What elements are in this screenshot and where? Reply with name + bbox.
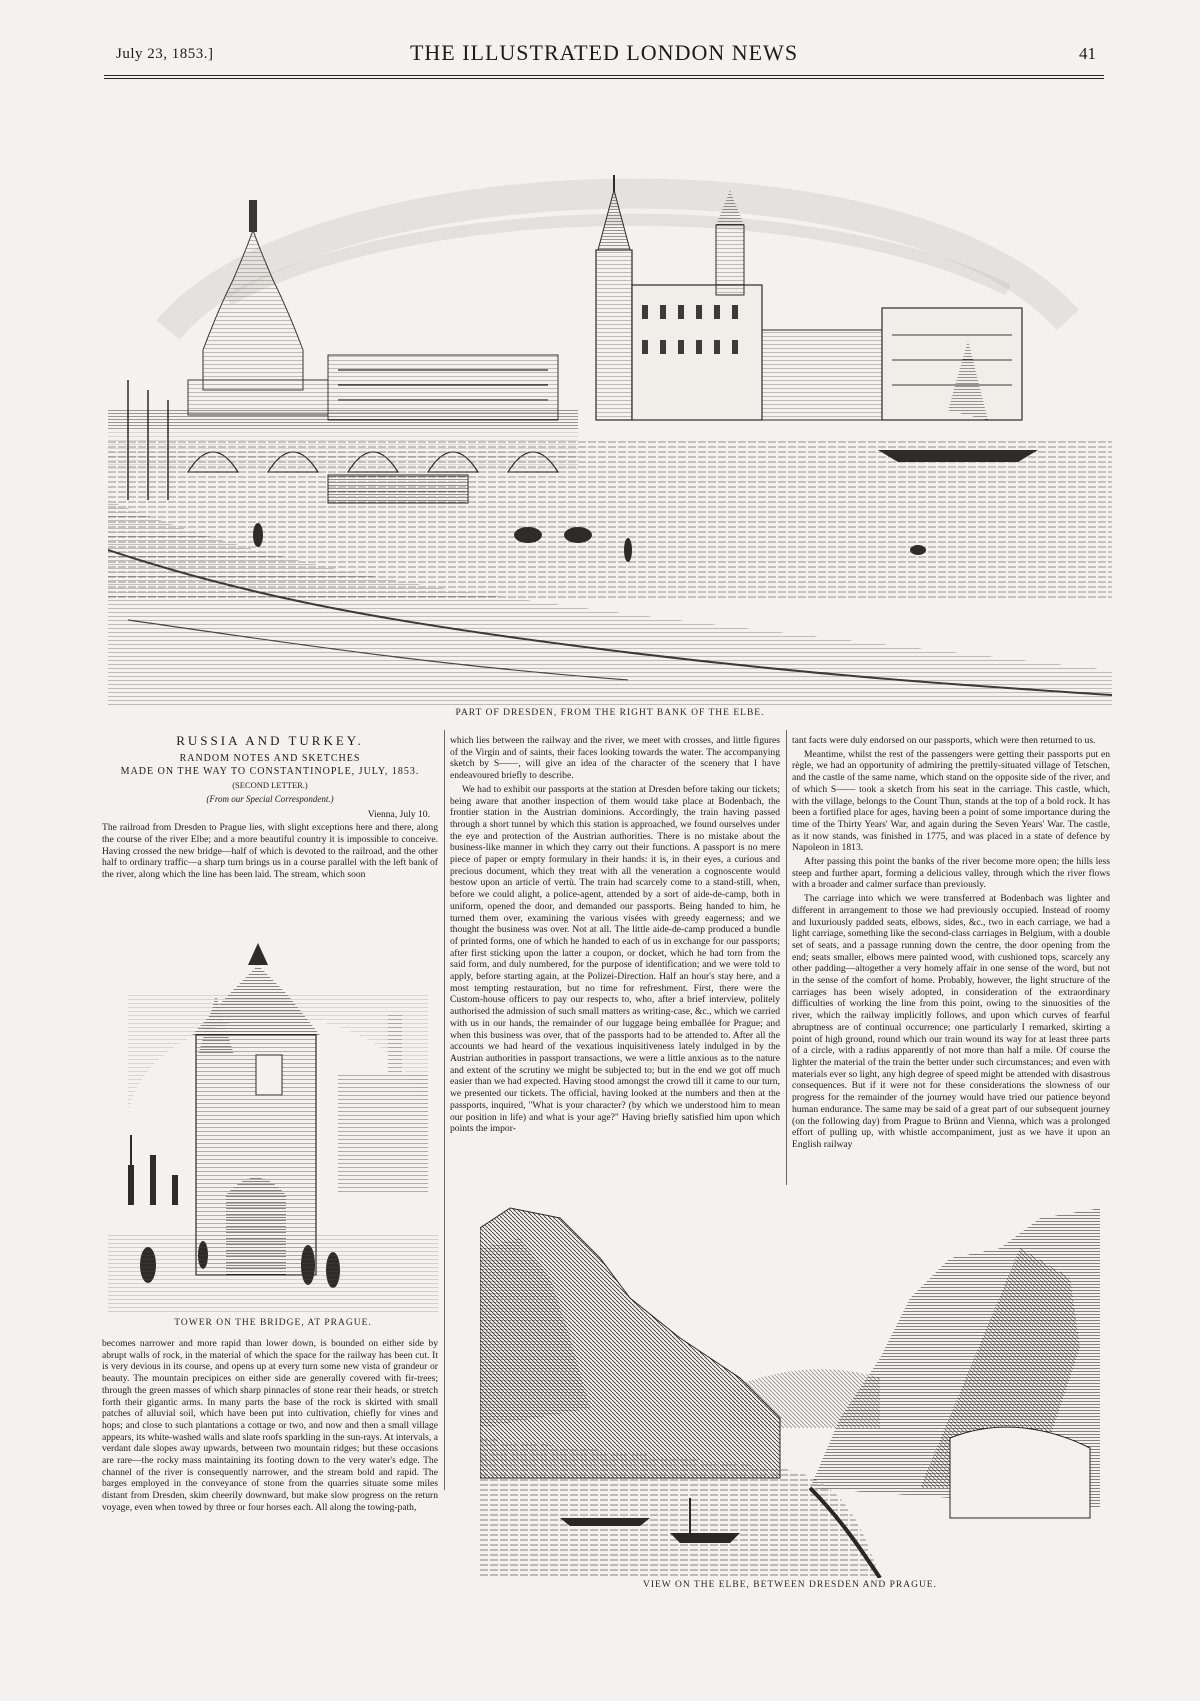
paragraph: The railroad from Dresden to Prague lies, with slight exceptions here and there, along the course of the river Elbe; and a more beautiful country it is impossible to conceive. Having crossed the new bridge—half of which is devoted to the railroad, and the other half to ordinary traffic—a sharp turn brings us in a course parallel with the left bank of the river, along which the line has been laid. The stream, which soon — [102, 822, 438, 881]
prague-tower-engraving — [108, 935, 438, 1315]
paragraph: The carriage into which we were transferred at Bodenbach was lighter and different in arrangement to those we had previously occupied. Instead of roomy and luxuriously padded seats, elbows, sides, &c., two in each carriage, we had a light carriage, something like the second-class carriages in Belgium, with a double set of seats, and a passage running down the centre, the door opening from the end; seats smaller, elbows mere painted wood, with cushioned tops, scarcely any other padding—altogether a very homely affair in one sense of the word, but not in the sense of the comfort of home. Probably, however, the light structure of the carriages has been wisely adopted, in consideration of the extraordinary difficulties of working the line from this point, owing to the sinuosities of the river, which the railway implicitly follows, and upon which curves of fearful abruptness are of continual occurrence; one particularly I remarked, skirting a point of high ground, round which our train wound its way for at least three parts of a circle, with a radius apparently of not more than half a mile. Of course the lighter the material of the train the better under such circumstances; and even with materials ever so light, any high degree of speed might be attended with disastrous consequences. But if it were not for these considerations the slowness of our progress for the remainder of the journey would have tried our patience beyond human endurance. The same may be said of a great part of our subsequent journey (on the following day) from Prague to Brünn and Vienna, which was a prolonged effort of pulling up, with whistle accompaniment, just as we have it upon an English railway — [792, 893, 1110, 1150]
dresden-engraving — [108, 80, 1112, 706]
prague-caption: TOWER ON THE BRIDGE, AT PRAGUE. — [174, 1318, 372, 1328]
page-number: 41 — [1079, 44, 1096, 63]
article-column-1-bottom — [102, 1338, 438, 1516]
article-dateline: Vienna, July 10. — [367, 808, 430, 820]
article-subhead-3: (SECOND LETTER.) — [232, 780, 308, 791]
column-rule — [444, 730, 445, 1490]
elbe-caption: VIEW ON THE ELBE, BETWEEN DRESDEN AND PRAGUE. — [642, 1580, 937, 1590]
paragraph: After passing this point the banks of the river become more open; the hills less steep and further apart, forming a delicious valley, through which the river flows with a broader and calmer surface than previously. — [792, 856, 1110, 891]
paragraph: becomes narrower and more rapid than lower down, is bounded on either side by abrupt walls of rock, in the material of which the space for the railway has been cut. It is very devious in its course, and opens up at every turn some new vista of grandeur or beauty. The mountain precipices on either side are generally covered with fir-trees; through the green masses of which sharp pinnacles of stone rear their heads, or stretch forth their gigantic arms. In many parts the base of the rock is skirted with small patches of alluvial soil, which have been put into cultivation, chiefly for vines and hops; and close to such plantations a cottage or two, and now and then a small village appears, its white-washed walls and slate roofs sparkling in the sun-rays. At intervals, a verdant dale slopes away upwards, between two mountain ridges; but these occasions are rare—the rocky mass maintaining its footing down to the very water's edge. The channel of the river is consequently narrower, and the stream bold and rapid. The barges employed in the conveyance of stone from the quarries situate some miles distant from Dresden, skim cheerily downward, but make slow progress on the return voyage, even when towed by three or four horses each. All along the towing-path, — [102, 1338, 438, 1513]
paragraph: tant facts were duly endorsed on our passports, which were then returned to us. — [792, 735, 1096, 746]
masthead-rule — [104, 75, 1104, 76]
dresden-caption: PART OF DRESDEN, FROM THE RIGHT BANK OF THE ELBE. — [455, 708, 765, 718]
article-column-3 — [792, 735, 1110, 1153]
article-byline: (From our Special Correspondent.) — [206, 793, 334, 804]
masthead-rule-double — [104, 78, 1104, 79]
article-subhead-1: RANDOM NOTES AND SKETCHES — [179, 752, 361, 764]
article-headline: RUSSIA AND TURKEY. — [176, 733, 364, 748]
issue-date: July 23, 1853.] — [116, 46, 214, 62]
paragraph: which lies between the railway and the river, we meet with crosses, and little figures of the Virgin and of saints, their faces looking towards the water. The accompanying sketch by S——, will give an idea of the character of the scenery that I have endeavoured briefly to describe. — [450, 735, 780, 782]
article-column-2 — [450, 735, 780, 1137]
masthead — [104, 34, 1104, 74]
newspaper-title: THE ILLUSTRATED LONDON NEWS — [409, 40, 799, 65]
article-subhead-2: MADE ON THE WAY TO CONSTANTINOPLE, JULY, 1853. — [120, 766, 420, 778]
article-column-1-top — [102, 735, 438, 883]
paragraph: Meantime, whilst the rest of the passengers were getting their passports put en règle, we had an opportunity of admiring the prettily-situated village of Tetschen, and the castle of the same name, which stand on the opposite side of the river, and of which S—— took a sketch from his seat in the carriage. This castle, which, with the village, belongs to the Count Thun, stands at the top of a bold rock. It has been a fortified place for ages, having been a point of some importance during the time of the Thirty Years' War, and again during the Seven Years' War. The castle, as it now stands, was finished in 1775, and was placed in a state of defence by Napoleon in 1813. — [792, 748, 1110, 854]
elbe-gorge-engraving — [480, 1188, 1100, 1578]
column-rule — [786, 730, 787, 1185]
paragraph: We had to exhibit our passports at the station at Dresden before taking our tickets; being aware that another inspection of them would take place at Bodenbach, the frontier station in the Austrian dominions. Accordingly, the train having passed through a short tunnel by which this station is approached, we found ourselves under the eye and protection of the Austrian authorities. There is no mistake about the business-like manner in which they carry out their functions. A passport is no mere piece of paper or empty formulary in their hands: it is, in their eyes, a curious and precious document, which they treat with all the veneration a cognoscente would bestow upon an article of vertù. The train had scarcely come to a stand-still, when, before we could alight, a police-agent, attended by a sort of aide-de-camp, both in uniform, opened the door, and demanded our passports. Being handed to him, he turned them over, examining the various visées with greedy eagerness; and we thought the business was over. Not at all. The little aide-de-camp produced a bundle of printed forms, one of which he handed to each of us in exchange for our passports; after first sticking upon the latter a coupon, or docket, which he had torn from the said form, and duly numbered, for the purpose of identification; and we were told to apply, before starting again, at the Polizei-Direction. Half an hour's stay here, and a most tempting restauration, but no time for refreshment. First, there were the Custom-house officers to pay our respects to, who, after a brief interview, politely authorised the admission of such small matters as writing-case, &c., which we carried with us in our hands, the remainder of our luggage being emballée for Prague; and when this business was over, that of the passports had to be attended to. After all the accounts we had heard of the vexatious inquisitiveness lately indulged in by the Austrian authorities in passport transactions, we were a little anxious as to the nature and extent of the scrutiny we might be subjected to; but in the end we got off much easier than we had expected. Having stood amongst the crowd till it came to our turn, we presented our tickets. The official, having looked at the numbers and then at the passports, inquired, "What is your character? (by which we understood him to mean our position in life) and what is your age?" Having briefly satisfied him upon which points the impor- — [450, 783, 780, 1135]
